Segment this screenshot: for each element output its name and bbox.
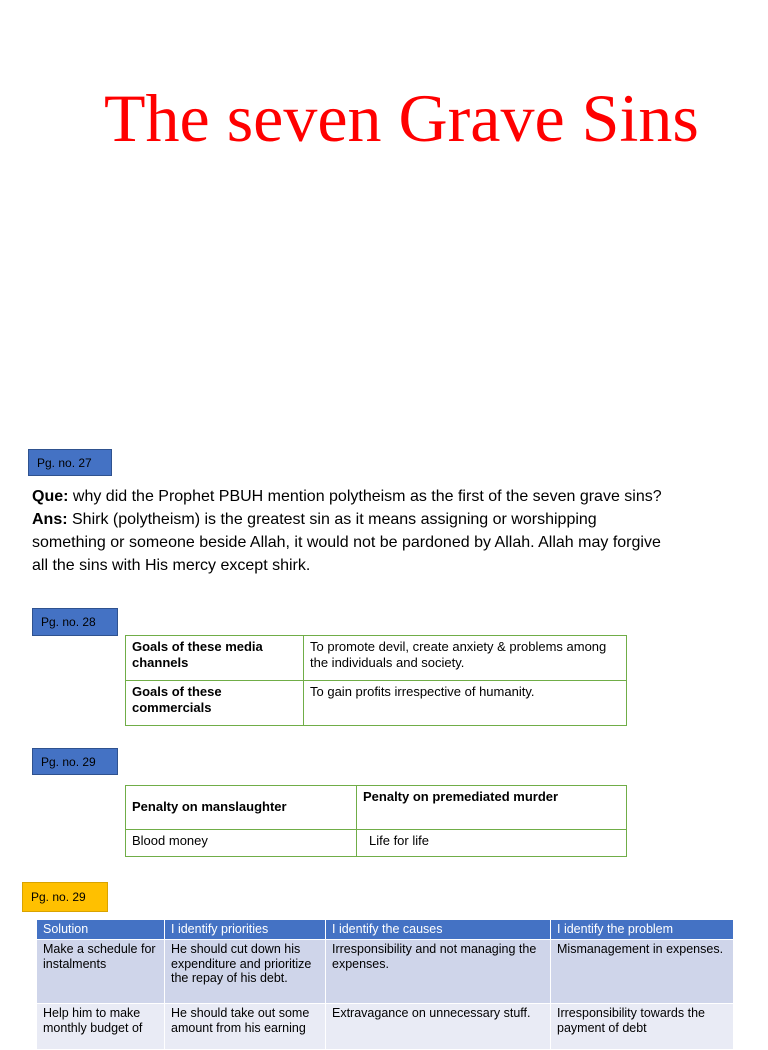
header-causes: I identify the causes: [326, 920, 551, 940]
header-priorities: I identify priorities: [165, 920, 326, 940]
goals-value-cell: To promote devil, create anxiety & problems among the individuals and society.: [304, 636, 627, 681]
header-problem: I identify the problem: [551, 920, 734, 940]
answer: [32, 508, 672, 577]
table-row: [126, 786, 627, 830]
question-label: Que:: [32, 488, 69, 505]
penalty-value-manslaughter: Blood money: [126, 830, 357, 857]
table-cell: He should take out some amount from his earning: [165, 1004, 326, 1050]
question: [32, 485, 672, 508]
penalty-header-manslaughter: Penalty on manslaughter: [126, 786, 357, 830]
page-number-tag-29: Pg. no. 29: [32, 748, 118, 775]
table-row: [37, 1004, 734, 1050]
page-number-tag-29-yellow: Pg. no. 29: [22, 882, 108, 912]
table-cell: Irresponsibility and not managing the expenses.: [326, 940, 551, 1004]
table-row: [126, 830, 627, 857]
goals-table: [125, 635, 627, 726]
page-number-tag-28: Pg. no. 28: [32, 608, 118, 636]
table-row: [126, 636, 627, 681]
table-cell: Mismanagement in expenses.: [551, 940, 734, 1004]
table-row: [126, 681, 627, 726]
penalty-header-murder: Penalty on premediated murder: [357, 786, 627, 830]
table-cell: Make a schedule for instalments: [37, 940, 165, 1004]
goals-label-cell: Goals of these media channels: [126, 636, 304, 681]
page-title: The seven Grave Sins: [104, 80, 699, 156]
penalty-value-murder: Life for life: [357, 830, 627, 857]
table-cell: Extravagance on unnecessary stuff.: [326, 1004, 551, 1050]
table-header-row: [37, 920, 734, 940]
problem-solving-table: [36, 919, 734, 1050]
goals-value-cell: To gain profits irrespective of humanity.: [304, 681, 627, 726]
penalty-table: [125, 785, 627, 857]
question-answer-block: [32, 485, 672, 577]
answer-label: Ans:: [32, 511, 68, 528]
table-cell: Help him to make monthly budget of: [37, 1004, 165, 1050]
header-solution: Solution: [37, 920, 165, 940]
page-number-tag-27: Pg. no. 27: [28, 449, 112, 476]
goals-label-cell: Goals of these commercials: [126, 681, 304, 726]
question-text: why did the Prophet PBUH mention polytheism as the first of the seven grave sins?: [68, 488, 662, 505]
table-row: [37, 940, 734, 1004]
table-cell: He should cut down his expenditure and prioritize the repay of his debt.: [165, 940, 326, 1004]
answer-text: Shirk (polytheism) is the greatest sin as it means assigning or worshipping something or someone beside Allah, it would not be pardoned by Allah. Allah may forgive all the sins with His mercy except shirk.: [32, 511, 661, 574]
table-cell: Irresponsibility towards the payment of debt: [551, 1004, 734, 1050]
